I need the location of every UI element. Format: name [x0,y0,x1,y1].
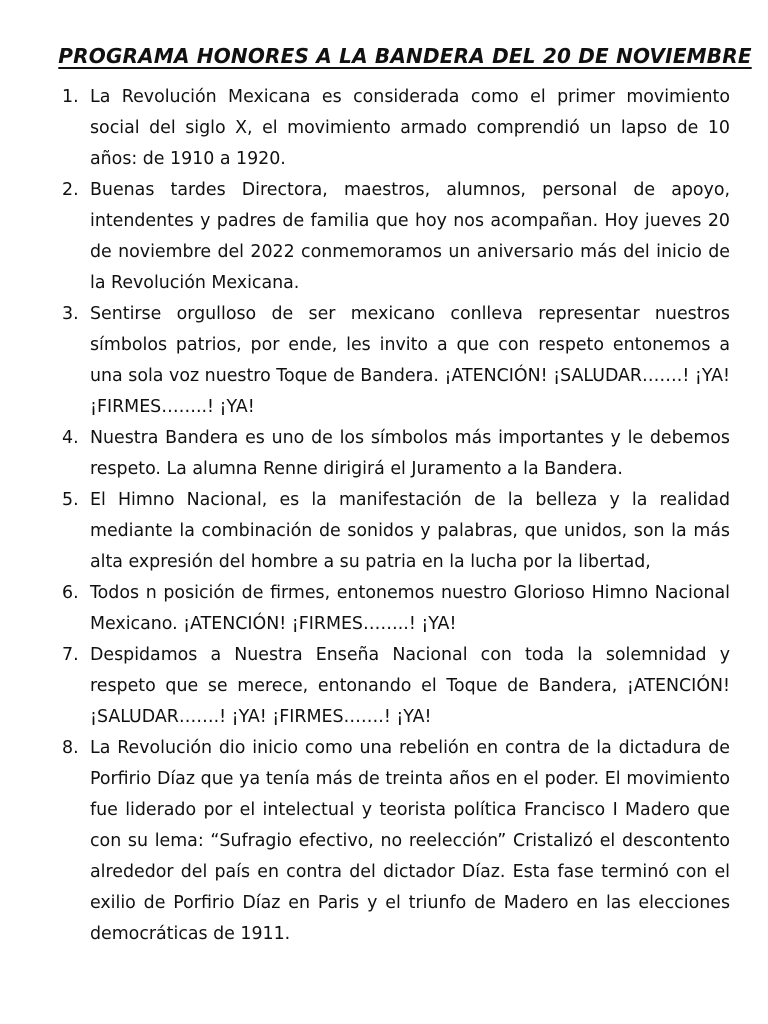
item-text: Nuestra Bandera es uno de los símbolos más importantes y le debemos respeto. La alumna Renne dirigirá el Juramento a la Bandera. [90,428,730,479]
item-number: 1. [62,87,79,107]
item-text: La Revolución dio inicio como una rebelión en contra de la dictadura de Porfirio Díaz que ya tenía más de treinta años en el poder. El movimiento fue liderado por el intelectual y teorista política Francisco I Madero que con su lema: “Sufragio efectivo, no reelección” Cristalizó el descontento alrededor del país en contra del dictador Díaz. Esta fase terminó con el exilio de Porfirio Díaz en Paris y el triunfo de Madero en las elecciones democráticas de 1911. [90,738,730,944]
item-number: 8. [62,738,79,758]
list-item [62,578,730,640]
list-item [62,175,730,299]
item-text: Despidamos a Nuestra Enseña Nacional con toda la solemnidad y respeto que se merece, entonando el Toque de Bandera, ¡ATENCIÓN! ¡SALUDAR…….! ¡YA! ¡FIRMES…….! ¡YA! [90,645,730,727]
list-item [62,299,730,423]
item-number: 2. [62,180,79,200]
item-number: 4. [62,428,79,448]
item-text: La Revolución Mexicana es considerada como el primer movimiento social del siglo X, el movimiento armado comprendió un lapso de 10 años: de 1910 a 1920. [90,87,730,169]
item-number: 7. [62,645,79,665]
item-text: El Himno Nacional, es la manifestación de la belleza y la realidad mediante la combinación de sonidos y palabras, que unidos, son la más alta expresión del hombre a su patria en la lucha por la libertad, [90,490,730,572]
list-item [62,640,730,733]
list-item [62,485,730,578]
item-number: 6. [62,583,79,603]
item-text: Sentirse orgulloso de ser mexicano conlleva representar nuestros símbolos patrios, por ende, les invito a que con respeto entonemos a una sola voz nuestro Toque de Bandera. ¡ATENCIÓN! ¡SALUDAR…….! ¡YA! ¡FIRMES……..! ¡YA! [90,304,730,417]
item-number: 3. [62,304,79,324]
program-list [62,82,730,950]
page-title: PROGRAMA HONORES A LA BANDERA DEL 20 DE NOVIEMBRE [58,44,752,68]
item-number: 5. [62,490,79,510]
list-item [62,423,730,485]
item-text: Todos n posición de firmes, entonemos nuestro Glorioso Himno Nacional Mexicano. ¡ATENCIÓN! ¡FIRMES……..! ¡YA! [90,583,730,634]
list-item [62,82,730,175]
item-text: Buenas tardes Directora, maestros, alumnos, personal de apoyo, intendentes y padres de familia que hoy nos acompañan. Hoy jueves 20 de noviembre del 2022 conmemoramos un aniversario más del inicio de la Revolución Mexicana. [90,180,730,293]
list-item [62,733,730,950]
